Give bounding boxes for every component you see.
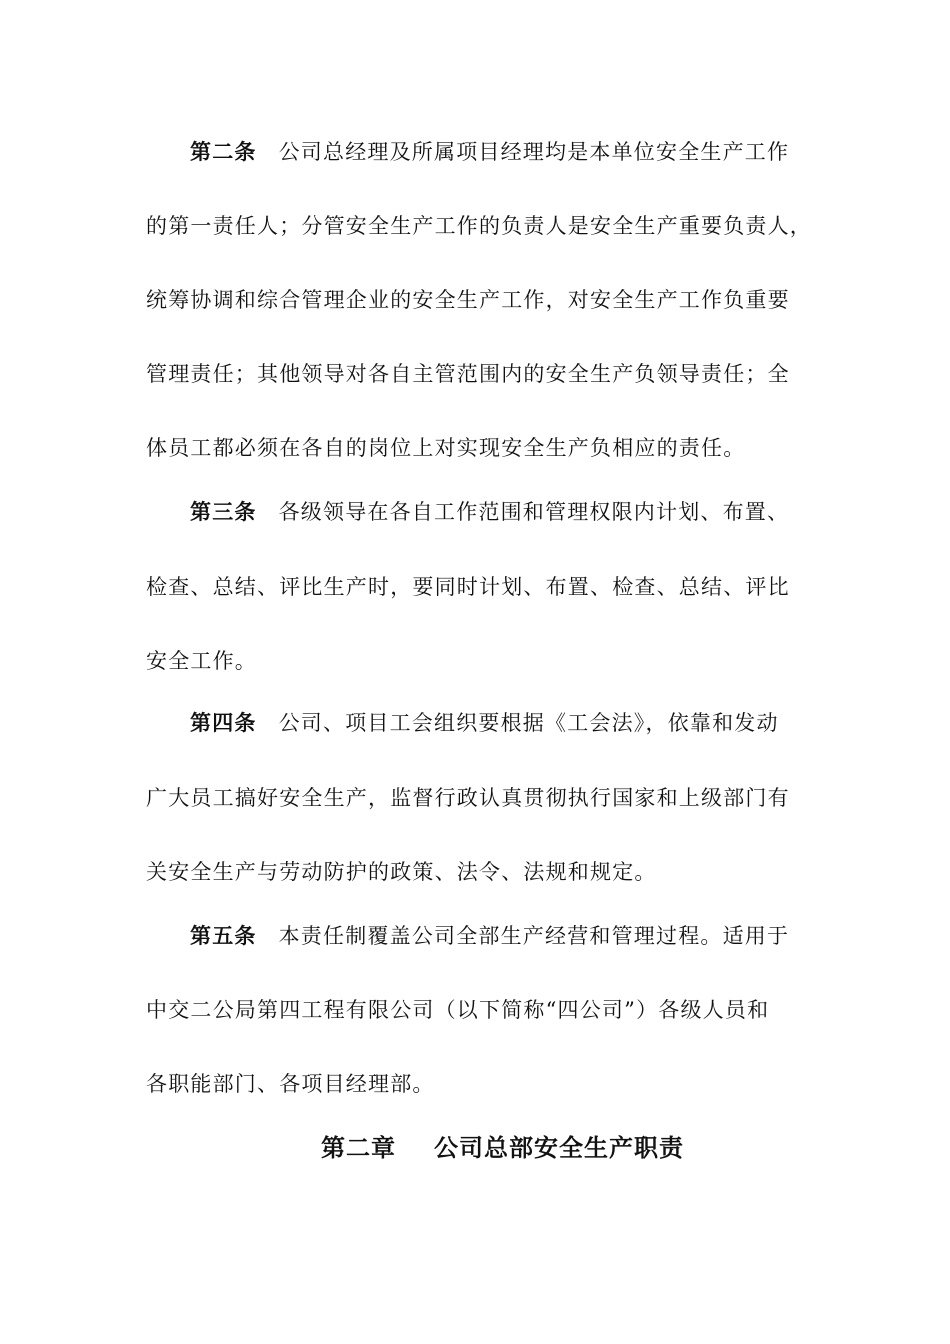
chapter-number: 第二章 xyxy=(321,1133,396,1162)
article-2-line-5: 体员工都必须在各自的岗位上对实现安全生产负相应的责任。 xyxy=(146,436,746,460)
article-3-line-3: 安全工作。 xyxy=(146,649,257,673)
chapter-title: 公司总部安全生产职责 xyxy=(434,1133,684,1162)
article-2-text: 公司总经理及所属项目经理均是本单位安全生产工作 xyxy=(278,140,790,164)
article-5-line-2: 中交二公局第四工程有限公司（以下简称“四公司”）各级人员和 xyxy=(146,998,770,1022)
article-4-line-2: 广大员工搞好安全生产，监督行政认真贯彻执行国家和上级部门有 xyxy=(146,786,790,810)
article-4-label: 第四条 xyxy=(190,710,257,735)
article-2-line-2: 的第一责任人；分管安全生产工作的负责人是安全生产重要负责人， xyxy=(146,214,812,238)
article-2-line-1 xyxy=(190,137,789,167)
article-5-line-1 xyxy=(190,921,789,951)
article-4-line-3: 关安全生产与劳动防护的政策、法令、法规和规定。 xyxy=(146,860,657,884)
article-2-line-3: 统筹协调和综合管理企业的安全生产工作，对安全生产工作负重要 xyxy=(146,288,790,312)
article-3-line-2: 检查、总结、评比生产时，要同时计划、布置、检查、总结、评比 xyxy=(146,575,790,599)
article-3-label: 第三条 xyxy=(190,499,257,524)
article-2-label: 第二条 xyxy=(190,139,257,164)
article-2-line-4: 管理责任；其他领导对各自主管范围内的安全生产负领导责任；全 xyxy=(146,362,790,386)
article-3-text: 各级领导在各自工作范围和管理权限内计划、布置、 xyxy=(278,500,790,524)
chapter-heading xyxy=(0,1131,950,1165)
article-5-line-3: 各职能部门、各项目经理部。 xyxy=(146,1072,435,1096)
article-5-label: 第五条 xyxy=(190,923,257,948)
article-4-line-1 xyxy=(190,708,779,738)
article-3-line-1 xyxy=(190,497,789,527)
article-4-text: 公司、项目工会组织要根据《工会法》，依靠和发动 xyxy=(278,711,779,735)
article-5-text: 本责任制覆盖公司全部生产经营和管理过程。适用于 xyxy=(278,924,790,948)
